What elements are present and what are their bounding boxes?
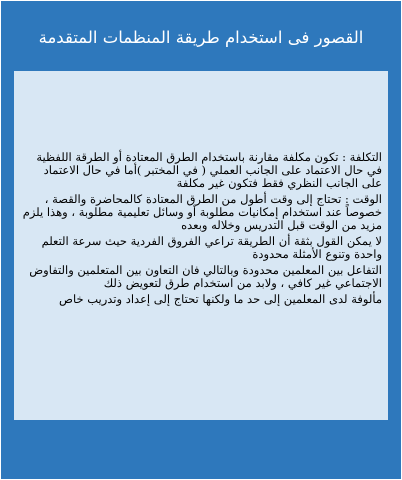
paragraph-individual-differences: لا يمكن القول بثقة أن الطريقة تراعي الفروق الفردية حيث سرعة التعلم واحدة وتنوع الأمثلة محدودة (41, 234, 382, 261)
paragraph-familiarity: مألوفة لدى المعلمين إلى حد ما ولكنها تحتاج إلى إعداد وتدريب خاص (59, 292, 382, 306)
paragraph-interaction: التفاعل بين المعلمين محدودة وبالتالي فان التعاون بين المتعلمين والتفاوض الاجتماعي غير كافي ، ولابد من استخدام طرق لتعويض ذلك (29, 263, 382, 290)
paragraph-time: الوقت : تحتاج إلى وقت أطول من الطرق المعتادة كالمحاضرة والقصة ، خصوصاً عند استخدام إمكانيات مطلوبة أو وسائل تعليمية مطلوبة ، وهذا يلزم مزيد من الوقت قبل التدريس وخلاله وبعده (22, 192, 382, 232)
content-panel (14, 71, 388, 420)
slide-title: القصور فى استخدام طريقة المنظمات المتقدمة (38, 28, 364, 47)
content-text (20, 151, 382, 309)
paragraph-cost: التكلفة : تكون مكلفة مقارنة باستخدام الطرق المعتادة أو الطرقة اللفظية في حال الاعتماد على الجانب العملي ( في المختبر )أما في حال الاعتماد على الجانب النظري فقط فتكون غير مكلفة (36, 150, 382, 190)
slide-frame (1, 1, 401, 479)
